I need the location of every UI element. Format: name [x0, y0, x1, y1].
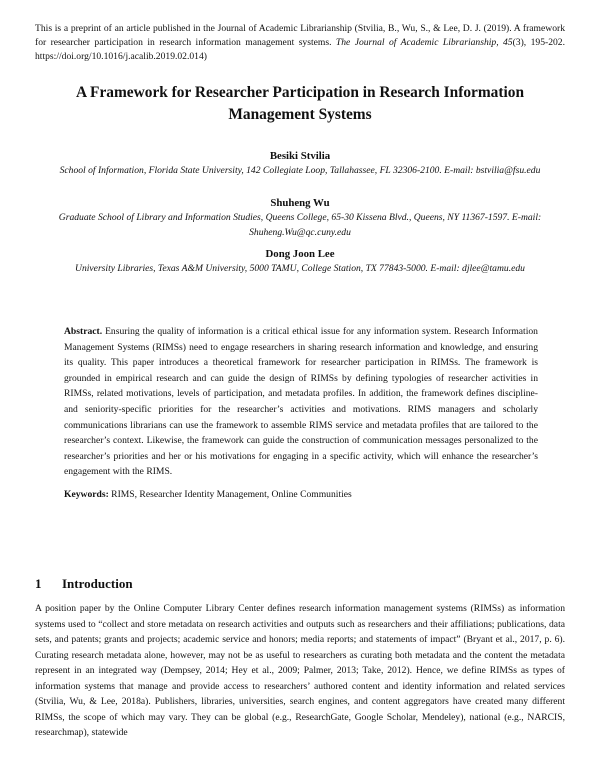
preprint-text: This is a preprint of an article published in the Journal of Academic Librarianship (Stvilia, B., Wu, S., & Lee, D. J. (2019). A framework for researcher participation in research information management systems.	[35, 23, 565, 48]
section-number: 1	[35, 576, 42, 591]
author-block	[30, 247, 570, 276]
paper-title: A Framework for Researcher Participation in Research Information Management Systems	[75, 84, 525, 123]
keywords	[64, 488, 538, 502]
author-block	[30, 196, 570, 240]
journal-name: The Journal of Academic Librarianship, 45	[335, 37, 513, 48]
author-name: Dong Joon Lee	[265, 248, 335, 260]
author-affiliation: University Libraries, Texas A&M University, 5000 TAMU, College Station, TX 77843-5000. E-mail: djlee@tamu.edu	[75, 263, 525, 274]
keywords-text: RIMS, Researcher Identity Management, Online Communities	[111, 489, 352, 500]
abstract-label: Abstract.	[64, 326, 103, 337]
preprint-citation: (3), 195-202. https://doi.org/10.1016/j.acalib.2019.02.014)	[35, 37, 565, 62]
section-title: Introduction	[62, 576, 133, 591]
author-affiliation: Graduate School of Library and Information Studies, Queens College, 65-30 Kissena Blvd., Queens, NY 11367-1597. E-mail: Shuheng.Wu@qc.cuny.edu	[58, 212, 542, 238]
author-affiliation: School of Information, Florida State University, 142 Collegiate Loop, Tallahassee, FL 32306-2100. E-mail: bstvilia@fsu.edu	[59, 165, 541, 176]
section-heading	[35, 576, 133, 592]
author-block	[30, 149, 570, 178]
keywords-label: Keywords:	[64, 489, 109, 500]
abstract	[64, 324, 538, 480]
preprint-notice	[35, 22, 565, 64]
author-name: Besiki Stvilia	[269, 150, 331, 162]
body-paragraph: A position paper by the Online Computer Library Center defines research information management systems (RIMSs) as information systems used to “collect and store metadata on research activities and outputs such as researchers and their affiliations; publications, data sets, and patents; grants and projects; academic service and honors; media reports; and statements of impact” (Bryant et al., 2017, p. 6). Curating research metadata alone, however, may not be as useful to researchers as curating both metadata and the content the metadata represent in an integrated way (Dempsey, 2014; Hey et al., 2009; Palmer, 2013; Take, 2012). Hence, we define RIMSs as types of information systems that manage and provide access to researchers’ authored content and identity information and related services (Stvilia, Wu, & Lee, 2018a). Publishers, libraries, universities, search engines, and content aggregators have created many different RIMSs, the scope of which may vary. They can be global (e.g., ResearchGate, Google Scholar, Mendeley), national (e.g., NARCIS, researchmap), statewide	[35, 603, 565, 738]
abstract-text: Ensuring the quality of information is a critical ethical issue for any information system. Research Information Management Systems (RIMSs) need to engage researchers in sharing research information and knowledge, and ensuring its quality. This paper introduces a theoretical framework for researcher participation in RIMSs. The framework is grounded in empirical research and can guide the design of RIMSs by defining typologies of researcher activities in RIMSs, related motivations, levels of participation, and metadata profiles. In addition, the framework defines discipline- and seniority-specific priorities for the researcher’s activities and motivations. RIMS managers and scholarly communications librarians can use the framework to assemble RIMS service and metadata profiles that are tailored to the researcher’s context. Likewise, the framework can guide the construction of communication messages personalized to the researcher’s priorities and her or his motivations for engaging in a specific activity, which will enhance the researcher’s engagement with the RIMS.	[64, 326, 538, 478]
author-name: Shuheng Wu	[270, 197, 330, 209]
